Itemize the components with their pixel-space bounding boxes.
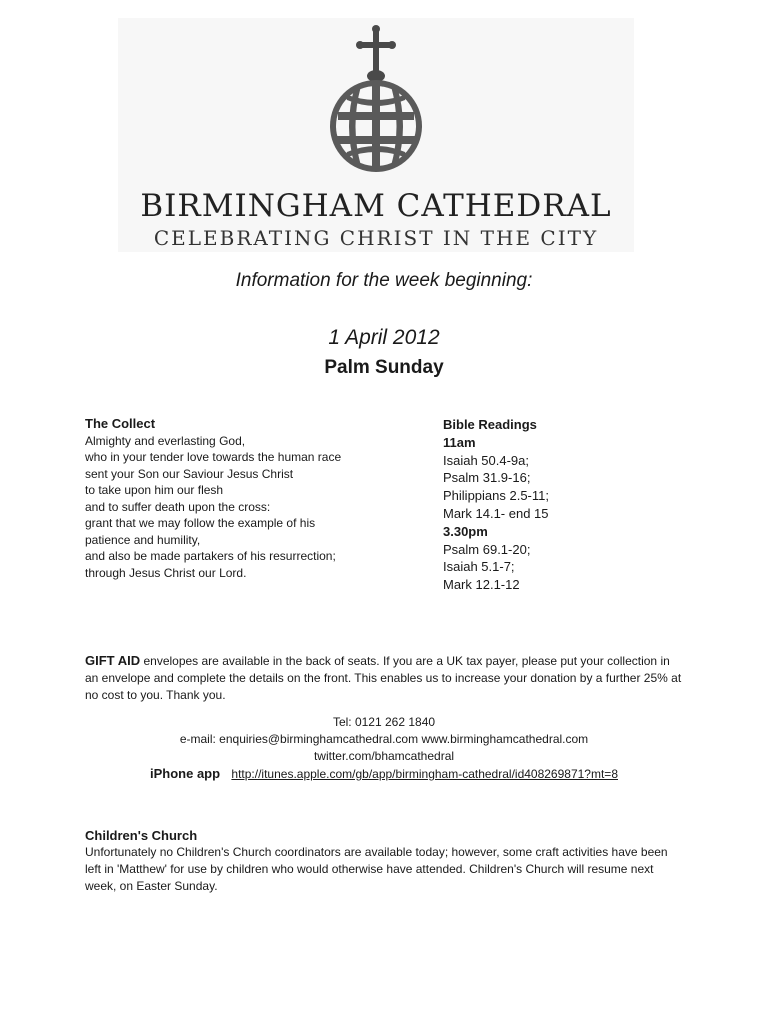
reading-ref: Isaiah 5.1-7; — [443, 559, 515, 575]
reading-ref: Isaiah 50.4-9a; — [443, 452, 530, 468]
childrens-church-title: Children's Church — [85, 828, 198, 843]
collect-section — [85, 416, 415, 581]
sunday-name: Palm Sunday — [324, 357, 444, 378]
cathedral-tagline: CELEBRATING CHRIST IN THE CITY — [153, 226, 599, 250]
gift-aid-label: GIFT AID — [85, 653, 141, 668]
collect-line: to take upon him our flesh — [85, 483, 224, 497]
collect-line: patience and humility, — [85, 532, 201, 547]
bible-readings-section — [443, 416, 663, 594]
contact-twitter: twitter.com/bhamcathedral — [313, 749, 455, 763]
contact-email-web: e-mail: enquiries@birminghamcathedral.com www.birminghamcathedral.com — [179, 732, 589, 746]
reading-ref: Philippians 2.5-11; — [443, 488, 549, 504]
iphone-app-label: iPhone app — [150, 766, 221, 781]
week-date: 1 April 2012 — [328, 326, 440, 349]
collect-line: Almighty and everlasting God, — [85, 433, 246, 448]
contact-tel: Tel: 0121 262 1840 — [332, 715, 436, 729]
collect-line: sent your Son our Saviour Jesus Christ — [85, 466, 294, 481]
iphone-app-row — [0, 765, 768, 783]
readings-title: Bible Readings — [443, 417, 537, 432]
contact-block — [0, 714, 768, 783]
childrens-church-section — [85, 827, 685, 895]
collect-line: who in your tender love towards the human race — [85, 450, 342, 464]
collect-line: grant that we may follow the example of his — [85, 516, 316, 530]
gift-aid-text: envelopes are available in the back of seats. If you are a UK tax payer, please put your collection in an envelope and complete the details on the front. This enables us to increase your donation by a further 25% at no cost to you. Thank you. — [85, 654, 682, 702]
iphone-app-link[interactable]: http://itunes.apple.com/gb/app/birmingham-cathedral/id408269871?mt=8 — [231, 767, 618, 781]
collect-line: through Jesus Christ our Lord. — [85, 565, 247, 580]
childrens-church-text: Unfortunately no Children's Church coordinators are available today; however, some craft activities have been left in 'Matthew' for use by children who would otherwise have attended. Children's Church will resume next week, on Easter Sunday. — [85, 845, 668, 893]
reading-ref: Mark 14.1- end 15 — [443, 505, 549, 521]
week-heading: Information for the week beginning: — [235, 270, 533, 291]
cathedral-logo — [118, 18, 634, 252]
gift-aid-notice — [85, 652, 685, 704]
service-time: 3.30pm — [443, 523, 488, 539]
collect-line: and also be made partakers of his resurrection; — [85, 549, 336, 563]
collect-line: and to suffer death upon the cross: — [85, 499, 271, 514]
collect-title: The Collect — [85, 416, 156, 431]
reading-ref: Psalm 31.9-16; — [443, 470, 531, 486]
reading-ref: Psalm 69.1-20; — [443, 541, 531, 557]
globe-cross-icon — [325, 24, 427, 176]
service-time: 11am — [443, 434, 476, 450]
cathedral-name: BIRMINGHAM CATHEDRAL — [140, 188, 612, 224]
reading-ref: Mark 12.1-12 — [443, 577, 520, 593]
